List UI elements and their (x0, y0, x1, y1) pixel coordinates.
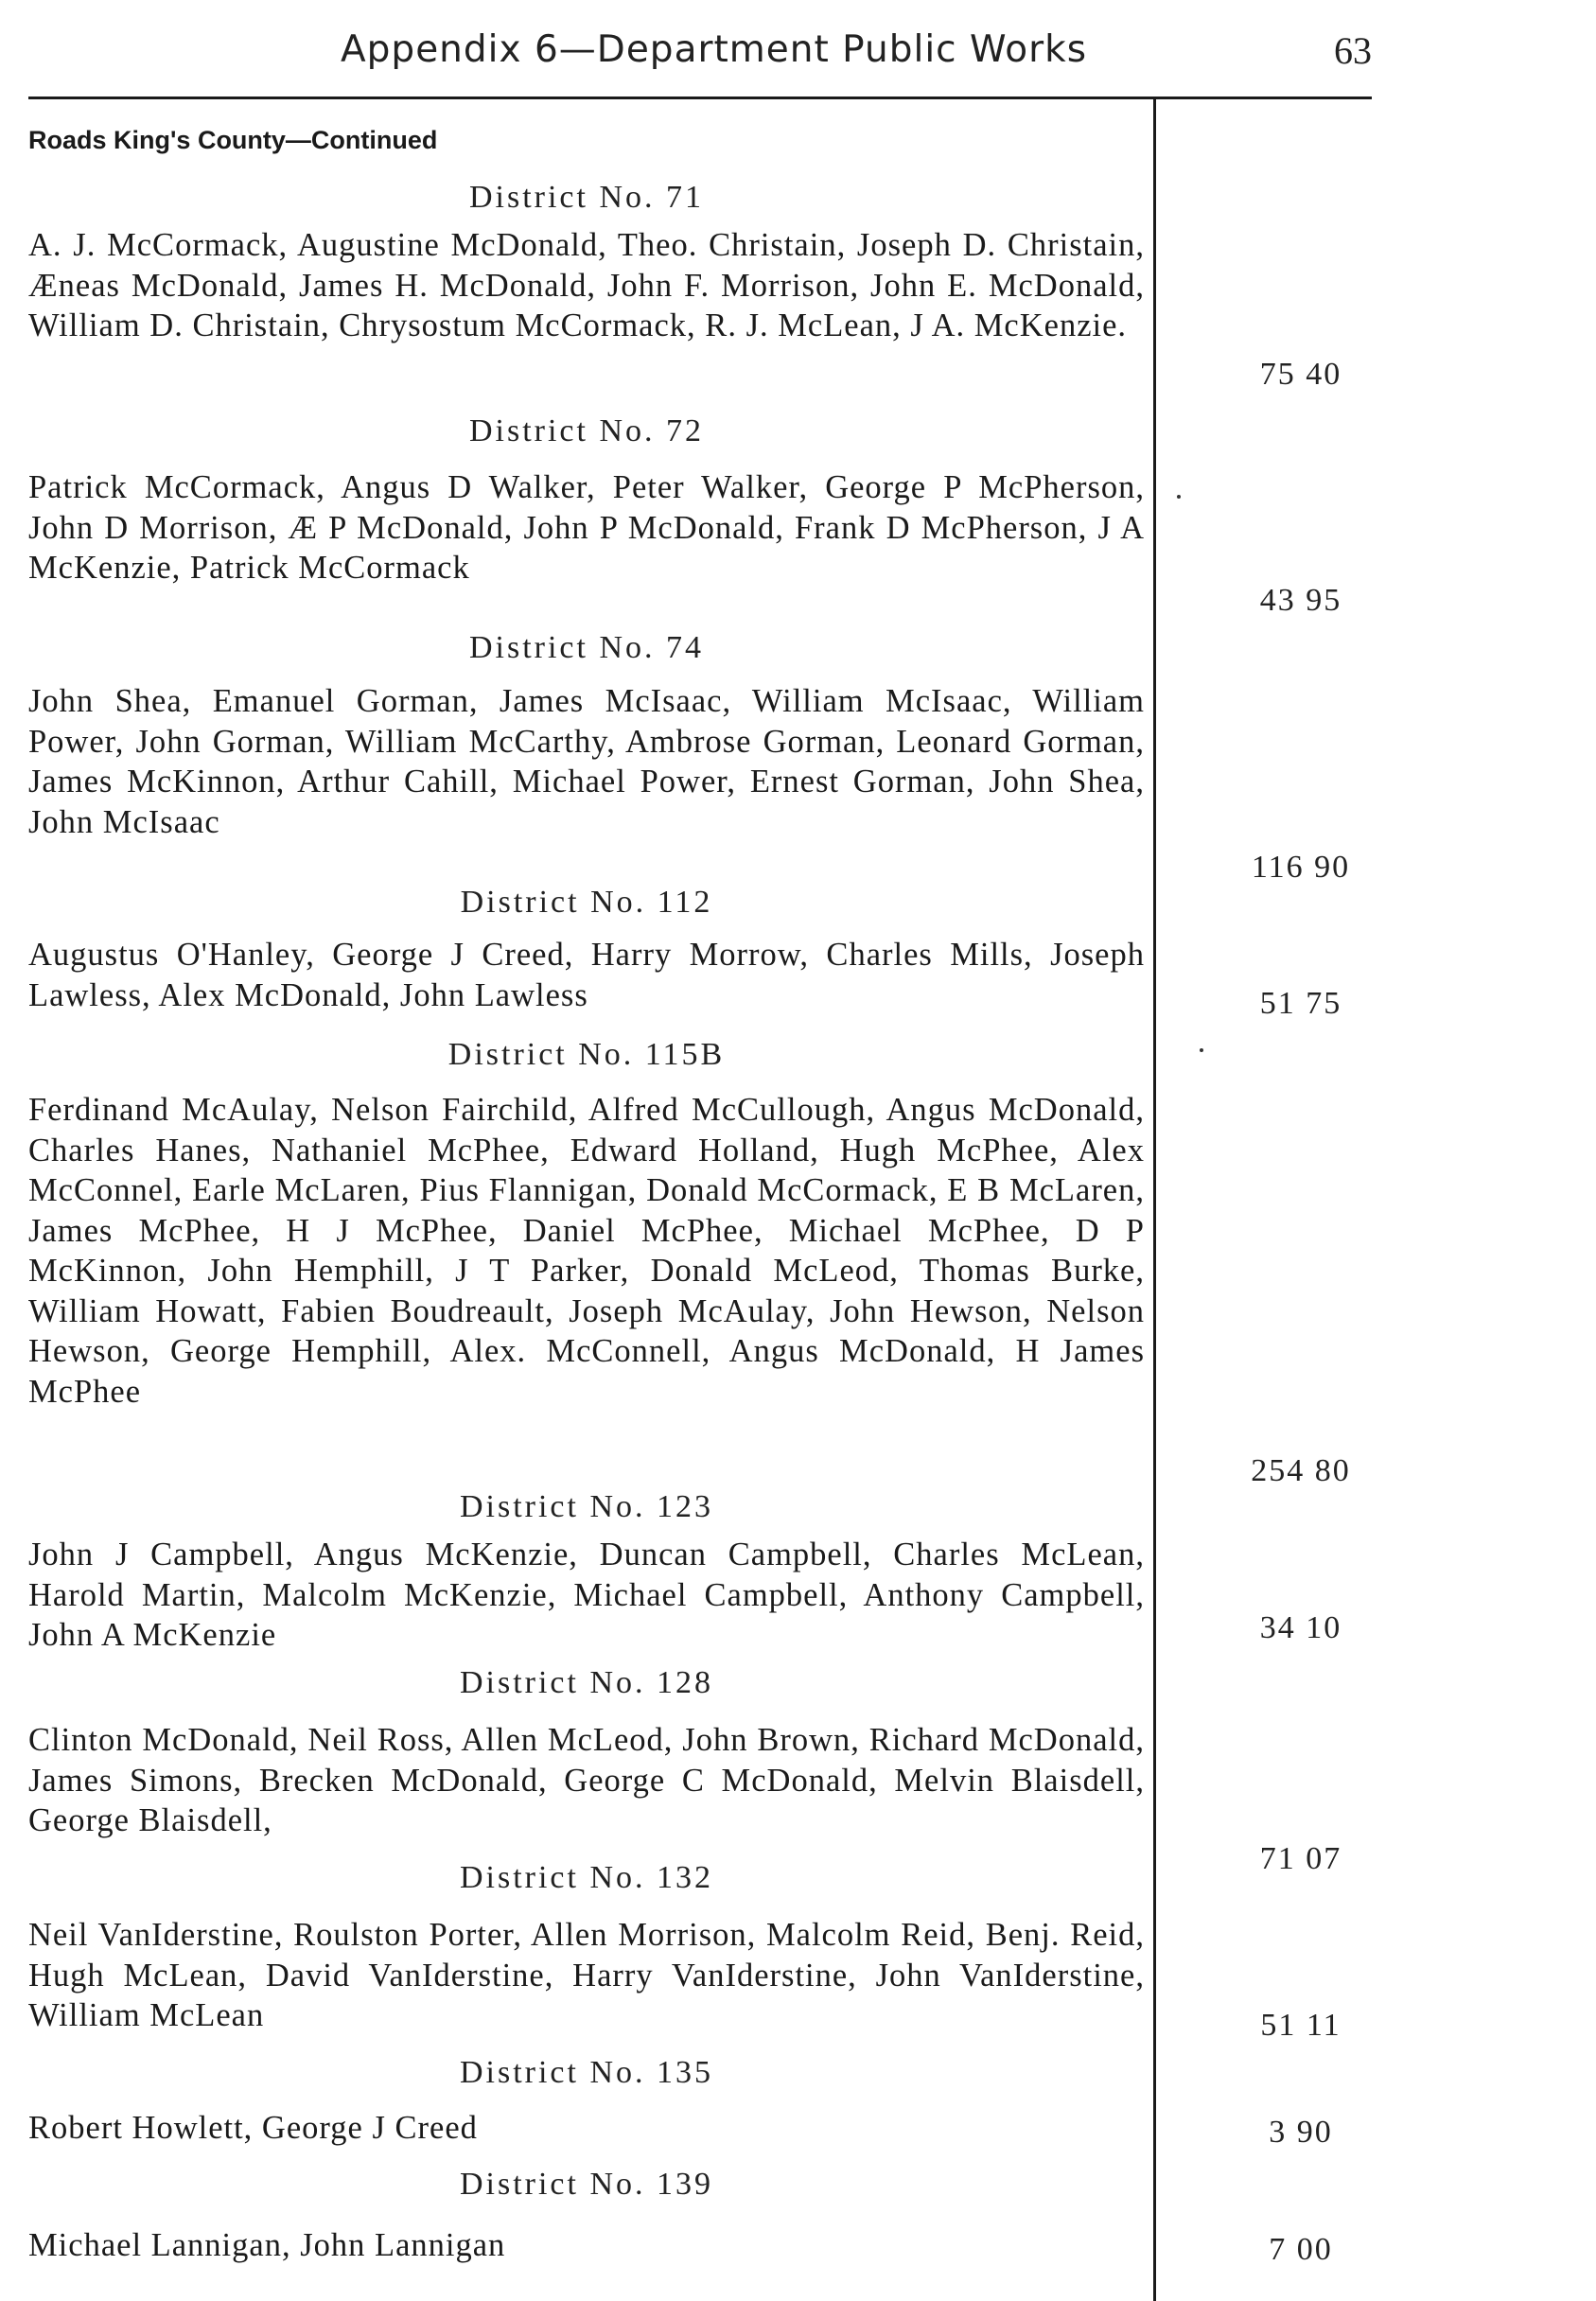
district-amount: 116 90 (1251, 850, 1351, 885)
district-names: Patrick McCormack, Angus D Walker, Peter Walker, George P McPherson, John D Morrison, Æ P McDonald, John P McDonald, Frank D McPherson, J A McKenzie, Patrick McCormack (28, 469, 1145, 586)
district-heading: District No. 112 (460, 885, 713, 920)
district-amount: 3 90 (1269, 2115, 1333, 2150)
district-names: John Shea, Emanuel Gorman, James McIsaac, William McIsaac, William Power, John Gorman, William McCarthy, Ambrose Gorman, Leonard Gorman, James McKinnon, Arthur Cahill, Michael Power, Ernest Gorman, John Shea, John McIsaac (28, 683, 1145, 840)
district-names: Neil VanIderstine, Roulston Porter, Allen Morrison, Malcolm Reid, Benj. Reid, Hugh McLean, David VanIderstine, Harry VanIderstine, John VanIderstine, William McLean (28, 1917, 1145, 2033)
district-names: Augustus O'Hanley, George J Creed, Harry Morrow, Charles Mills, Joseph Lawless, Alex McDonald, John Lawless (28, 937, 1145, 1013)
district-names: Robert Howlett, George J Creed (28, 2110, 478, 2146)
print-speck (1200, 1048, 1203, 1052)
district-amount: 254 80 (1251, 1453, 1351, 1488)
district-heading: District No. 74 (468, 630, 705, 665)
district-amount: 7 00 (1269, 2232, 1333, 2267)
district-amount: 43 95 (1259, 583, 1342, 618)
district-amount: 34 10 (1259, 1610, 1342, 1645)
running-title: Appendix 6—Department Public Works (341, 28, 1088, 71)
print-speck (1177, 495, 1181, 499)
district-names: Clinton McDonald, Neil Ross, Allen McLeod, John Brown, Richard McDonald, James Simons, Brecken McDonald, George C McDonald, Melvin Blaisdell, George Blaisdell, (28, 1722, 1145, 1838)
district-heading: District No. 71 (468, 180, 705, 215)
district-amount: 71 07 (1259, 1841, 1342, 1876)
district-heading: District No. 132 (459, 1860, 714, 1895)
amount-column-rule (1153, 98, 1156, 2301)
district-heading: District No. 135 (459, 2055, 714, 2090)
district-names: Michael Lannigan, John Lannigan (28, 2227, 506, 2263)
district-amount: 51 75 (1259, 986, 1342, 1021)
district-names: John J Campbell, Angus McKenzie, Duncan Campbell, Charles McLean, Harold Martin, Malcolm McKenzie, Michael Campbell, Anthony Campbell, John A McKenzie (28, 1537, 1145, 1653)
district-names: A. J. McCormack, Augustine McDonald, Theo. Christain, Joseph D. Christain, Æneas McDonald, James H. McDonald, John F. Morrison, John E. McDonald, William D. Christain, Chrysostum McCormack, R. J. McLean, J A. McKenzie. (28, 227, 1145, 343)
district-heading: District No. 128 (459, 1665, 714, 1700)
district-heading: District No. 139 (459, 2167, 714, 2202)
district-heading: District No. 115B (447, 1037, 726, 1072)
page-header (28, 23, 1372, 79)
section-heading: Roads King's County—Continued (28, 126, 438, 154)
district-names: Ferdinand McAulay, Nelson Fairchild, Alfred McCullough, Angus McDonald, Charles Hanes, Nathaniel McPhee, Edward Holland, Hugh McPhee, Alex McConnel, Earle McLaren, Pius Flannigan, Donald McCormack, E B McLaren, James McPhee, H J McPhee, Daniel McPhee, Michael McPhee, D P McKinnon, John Hemphill, J T Parker, Donald McLeod, Thomas Burke, William Howatt, Fabien Boudreault, Joseph McAulay, John Hewson, Nelson Hewson, George Hemphill, Alex. McConnell, Angus McDonald, H James McPhee (28, 1092, 1145, 1410)
district-heading: District No. 123 (459, 1489, 714, 1524)
district-amount: 51 11 (1260, 2008, 1342, 2043)
header-rule (28, 97, 1372, 99)
district-amount: 75 40 (1259, 357, 1342, 392)
page-number: 63 (1334, 29, 1372, 72)
district-heading: District No. 72 (468, 413, 705, 448)
